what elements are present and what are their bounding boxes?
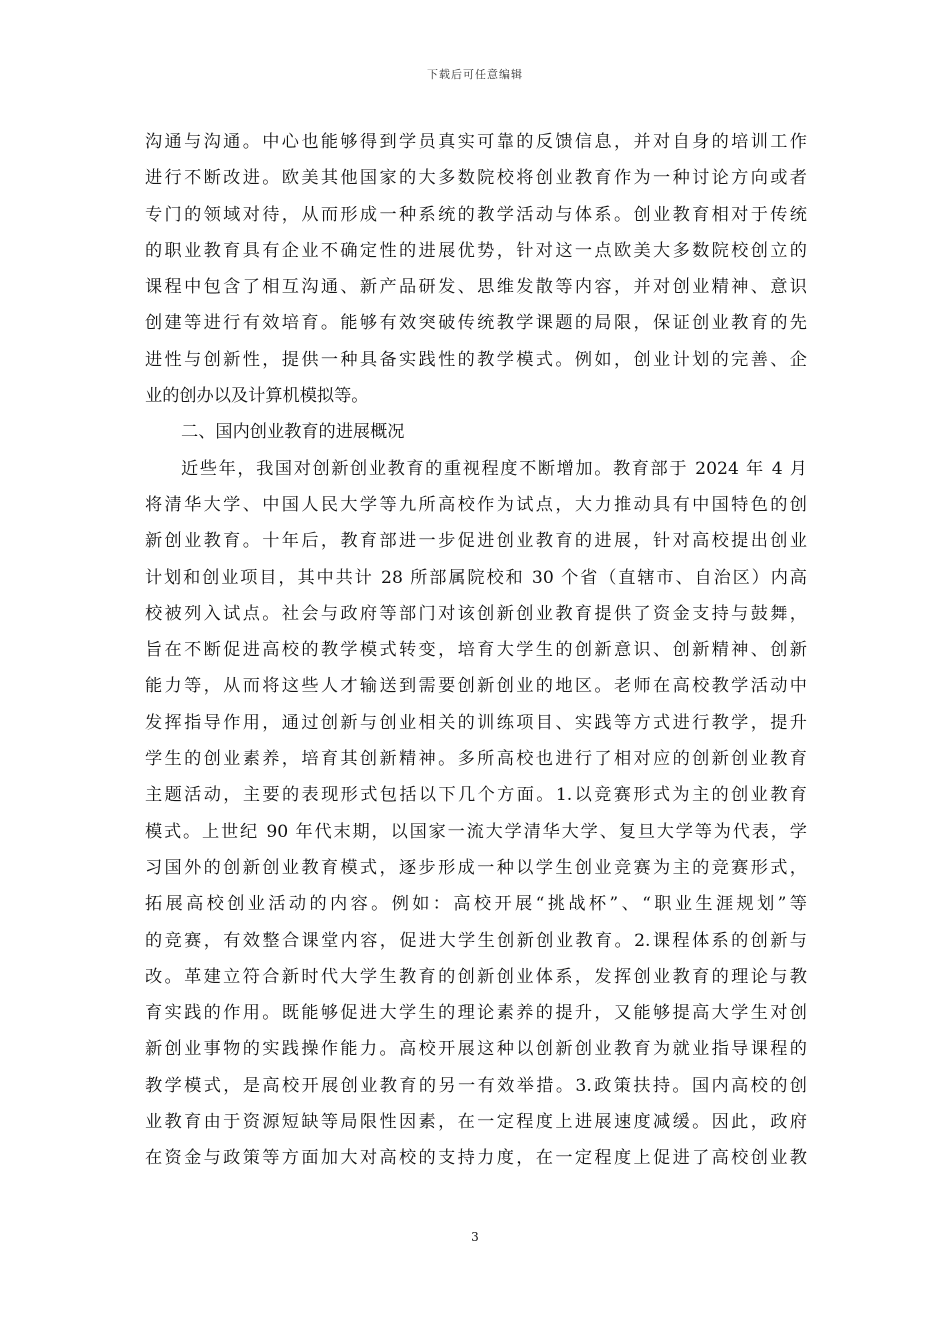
text-line: 旨在不断促进高校的教学模式转变，培育大学生的创新意识、创新精神、创新 bbox=[145, 640, 807, 661]
text-line: 进性与创新性，提供一种具备实践性的教学模式。例如，创业计划的完善、企 bbox=[145, 349, 807, 370]
text-line: 业教育由于资源短缺等局限性因素，在一定程度上进展速度减缓。因此，政府 bbox=[145, 1112, 807, 1133]
text-line: 新创业教育。十年后，教育部进一步促进创业教育的进展，针对高校提出创业 bbox=[145, 531, 807, 552]
text-line: 专门的领域对待，从而形成一种系统的教学活动与体系。创业教育相对于传统 bbox=[145, 204, 807, 225]
text-line: 教学模式，是高校开展创业教育的另一有效举措。3.政策扶持。国内高校的创 bbox=[145, 1075, 807, 1096]
text-line: 的职业教育具有企业不确定性的进展优势，针对这一点欧美大多数院校创立的 bbox=[145, 240, 807, 261]
text-line: 课程中包含了相互沟通、新产品研发、思维发散等内容，并对创业精神、意识 bbox=[145, 277, 807, 298]
text-line: 发挥指导作用，通过创新与创业相关的训练项目、实践等方式进行教学，提升 bbox=[145, 712, 807, 733]
text-line: 计划和创业项目，其中共计 28 所部属院校和 30 个省（直辖市、自治区）内高 bbox=[145, 567, 807, 588]
document-body bbox=[145, 124, 807, 1177]
text-line: 在资金与政策等方面加大对高校的支持力度，在一定程度上促进了高校创业教 bbox=[145, 1148, 807, 1169]
text-line: 能力等，从而将这些人才输送到需要创新创业的地区。老师在高校教学活动中 bbox=[145, 676, 807, 697]
text-line: 创建等进行有效培育。能够有效突破传统教学课题的局限，保证创业教育的先 bbox=[145, 313, 807, 334]
text-line: 业的创办以及计算机模拟等。 bbox=[145, 386, 369, 407]
text-line: 校被列入试点。社会与政府等部门对该创新创业教育提供了资金支持与鼓舞， bbox=[145, 603, 807, 624]
text-line: 将清华大学、中国人民大学等九所高校作为试点，大力推动具有中国特色的创 bbox=[145, 494, 807, 515]
text-line: 近些年，我国对创新创业教育的重视程度不断增加。教育部于 2024 年 4 月 bbox=[181, 458, 807, 479]
section-heading: 二、国内创业教育的进展概况 bbox=[181, 422, 405, 443]
text-line: 模式。上世纪 90 年代末期，以国家一流大学清华大学、复旦大学等为代表，学 bbox=[145, 821, 807, 842]
text-line: 新创业事物的实践操作能力。高校开展这种以创新创业教育为就业指导课程的 bbox=[145, 1039, 807, 1060]
text-line: 拓展高校创业活动的内容。例如：高校开展“挑战杯”、“职业生涯规划”等 bbox=[145, 894, 807, 915]
page-header: 下载后可任意编辑 bbox=[427, 68, 523, 81]
text-line: 沟通与沟通。中心也能够得到学员真实可靠的反馈信息，并对自身的培训工作 bbox=[145, 132, 807, 152]
text-line: 育实践的作用。既能够促进大学生的理论素养的提升，又能够提高大学生对创 bbox=[145, 1003, 807, 1024]
page-number: 3 bbox=[471, 1230, 479, 1244]
text-line: 进行不断改进。欧美其他国家的大多数院校将创业教育作为一种讨论方向或者 bbox=[145, 168, 807, 189]
text-line: 的竞赛，有效整合课堂内容，促进大学生创新创业教育。2.课程体系的创新与 bbox=[145, 930, 807, 951]
text-line: 学生的创业素养，培育其创新精神。多所高校也进行了相对应的创新创业教育 bbox=[145, 749, 807, 770]
text-line: 改。革建立符合新时代大学生教育的创新创业体系，发挥创业教育的理论与教 bbox=[145, 966, 807, 987]
text-line: 习国外的创新创业教育模式，逐步形成一种以学生创业竞赛为主的竞赛形式， bbox=[145, 857, 807, 878]
text-line: 主题活动，主要的表现形式包括以下几个方面。1.以竞赛形式为主的创业教育 bbox=[145, 785, 807, 806]
